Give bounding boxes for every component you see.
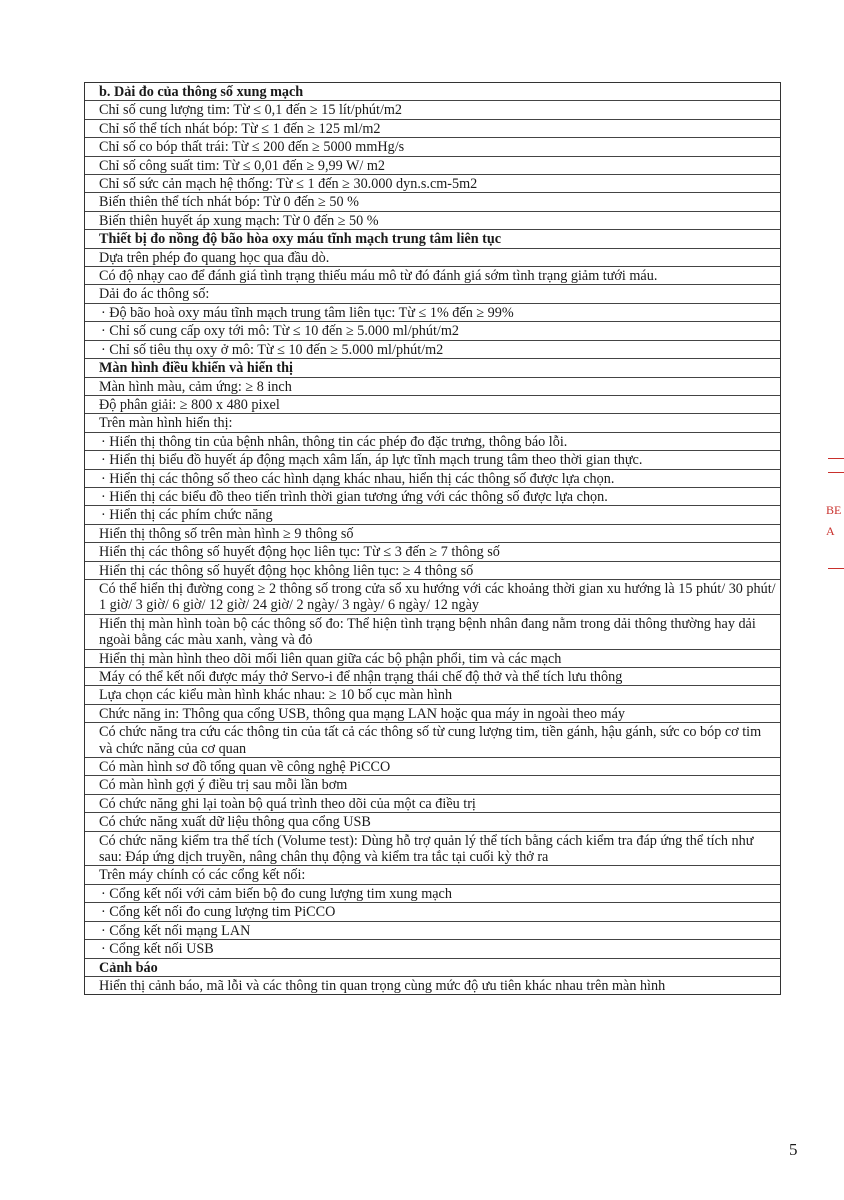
table-row: Chỉ số co bóp thất trái: Từ ≤ 200 đến ≥ 5000 mmHg/s [85, 138, 780, 156]
bullet-row: · Cổng kết nối USB [85, 940, 780, 958]
page-number: 5 [789, 1140, 798, 1159]
table-row: Chỉ số sức cản mạch hệ thống: Từ ≤ 1 đến ≥ 30.000 dyn.s.cm-5m2 [85, 175, 780, 193]
table-row: Biến thiên thể tích nhát bóp: Từ 0 đến ≥ 50 % [85, 193, 780, 211]
table-row: Lựa chọn các kiểu màn hình khác nhau: ≥ 10 bố cục màn hình [85, 686, 780, 704]
table-row: Màn hình màu, cảm ứng: ≥ 8 inch [85, 378, 780, 396]
specification-table [84, 82, 781, 995]
table-row: Có màn hình sơ đồ tổng quan về công nghệ PiCCO [85, 758, 780, 776]
table-row: Có thể hiển thị đường cong ≥ 2 thông số trong cửa sổ xu hướng với các khoảng thời gian xu hướng là 15 phút/ 30 phút/ 1 giờ/ 3 giờ/ 6 giờ/ 12 giờ/ 24 giờ/ 2 ngày/ 3 ngày/ 6 ngày/ 12 ngày [85, 580, 780, 615]
table-row: Có chức năng tra cứu các thông tin của tất cả các thông số từ cung lượng tim, tiền gánh, hậu gánh, sức co bóp cơ tim và chức năng của cơ quan [85, 723, 780, 758]
table-row: Hiển thị các thông số huyết động học không liên tục: ≥ 4 thông số [85, 562, 780, 580]
table-row: Hiển thị màn hình toàn bộ các thông số đo: Thể hiện tình trạng bệnh nhân đang nằm trong dải thông thường hay dải ngoài bằng các màu xanh, vàng và đỏ [85, 615, 780, 650]
table-row: Dải đo ác thông số: [85, 285, 780, 303]
bullet-row: · Cổng kết nối với cảm biến bộ đo cung lượng tim xung mạch [85, 885, 780, 903]
bullet-row: · Hiển thị biểu đồ huyết áp động mạch xâm lấn, áp lực tĩnh mạch trung tâm theo thời gian thực. [85, 451, 780, 469]
margin-stamp-line [828, 472, 844, 473]
bullet-row: · Cổng kết nối mạng LAN [85, 922, 780, 940]
table-row: Biến thiên huyết áp xung mạch: Từ 0 đến ≥ 50 % [85, 212, 780, 230]
table-row: Trên màn hình hiển thị: [85, 414, 780, 432]
section-heading: b. Dải đo của thông số xung mạch [85, 83, 780, 101]
table-row: Có chức năng xuất dữ liệu thông qua cổng USB [85, 813, 780, 831]
margin-stamp-line [828, 458, 844, 459]
table-row: Hiển thị màn hình theo dõi mối liên quan giữa các bộ phận phổi, tim và các mạch [85, 650, 780, 668]
table-row: Chức năng in: Thông qua cổng USB, thông qua mạng LAN hoặc qua máy in ngoài theo máy [85, 705, 780, 723]
table-row: Hiển thị cảnh báo, mã lỗi và các thông tin quan trọng cùng mức độ ưu tiên khác nhau trên màn hình [99, 977, 666, 994]
bullet-row: · Chỉ số tiêu thụ oxy ở mô: Từ ≤ 10 đến ≥ 5.000 ml/phút/m2 [85, 341, 780, 359]
section-heading: Cảnh báo [85, 959, 780, 977]
table-row: Hiển thị thông số trên màn hình ≥ 9 thông số [85, 525, 780, 543]
bullet-row: · Hiển thị các thông số theo các hình dạng khác nhau, hiển thị các thông số được lựa chọn. [85, 470, 780, 488]
bullet-row: · Hiển thị các phím chức năng [85, 506, 780, 524]
table-row: Hiển thị các thông số huyết động học liên tục: Từ ≤ 3 đến ≥ 7 thông số [85, 543, 780, 561]
margin-stamp-text: A [826, 524, 835, 538]
bullet-row: · Hiển thị các biểu đồ theo tiến trình thời gian tương ứng với các thông số được lựa chọn. [85, 488, 780, 506]
table-row: Có màn hình gợi ý điều trị sau mỗi lần bơm [85, 776, 780, 794]
margin-stamp-text: BE [826, 503, 842, 517]
table-row: Dựa trên phép đo quang học qua đầu dò. [85, 249, 780, 267]
table-row: Trên máy chính có các cổng kết nối: [85, 866, 780, 884]
table-row: Chỉ số thể tích nhát bóp: Từ ≤ 1 đến ≥ 125 ml/m2 [85, 120, 780, 138]
section-heading: Thiết bị đo nồng độ bão hòa oxy máu tĩnh mạch trung tâm liên tục [85, 230, 780, 248]
bullet-row: · Hiển thị thông tin của bệnh nhân, thông tin các phép đo đặc trưng, thông báo lỗi. [85, 433, 780, 451]
table-row: Máy có thể kết nối được máy thở Servo-i để nhận trạng thái chế độ thở và thể tích lưu thông [85, 668, 780, 686]
table-row: Có độ nhạy cao để đánh giá tình trạng thiếu máu mô từ đó đánh giá sớm tình trạng giảm tưới máu. [85, 267, 780, 285]
margin-stamp-line [828, 568, 844, 569]
table-row: Độ phân giải: ≥ 800 x 480 pixel [85, 396, 780, 414]
table-row: Có chức năng kiểm tra thể tích (Volume test): Dùng hỗ trợ quản lý thể tích bằng cách kiểm tra đáp ứng thể tích như sau: Đáp ứng dịch truyền, nâng chân thụ động và kiểm tra tắc tại cuối kỳ thở ra [85, 832, 780, 867]
table-row: Có chức năng ghi lại toàn bộ quá trình theo dõi của một ca điều trị [85, 795, 780, 813]
table-row: Chỉ số công suất tim: Từ ≤ 0,01 đến ≥ 9,99 W/ m2 [85, 157, 780, 175]
section-heading: Màn hình điều khiển và hiển thị [85, 359, 780, 377]
bullet-row: · Độ bão hoà oxy máu tĩnh mạch trung tâm liên tục: Từ ≤ 1% đến ≥ 99% [85, 304, 780, 322]
bullet-row: · Cổng kết nối đo cung lượng tim PiCCO [85, 903, 780, 921]
table-row: Chỉ số cung lượng tim: Từ ≤ 0,1 đến ≥ 15 lít/phút/m2 [85, 101, 780, 119]
bullet-row: · Chỉ số cung cấp oxy tới mô: Từ ≤ 10 đến ≥ 5.000 ml/phút/m2 [85, 322, 780, 340]
